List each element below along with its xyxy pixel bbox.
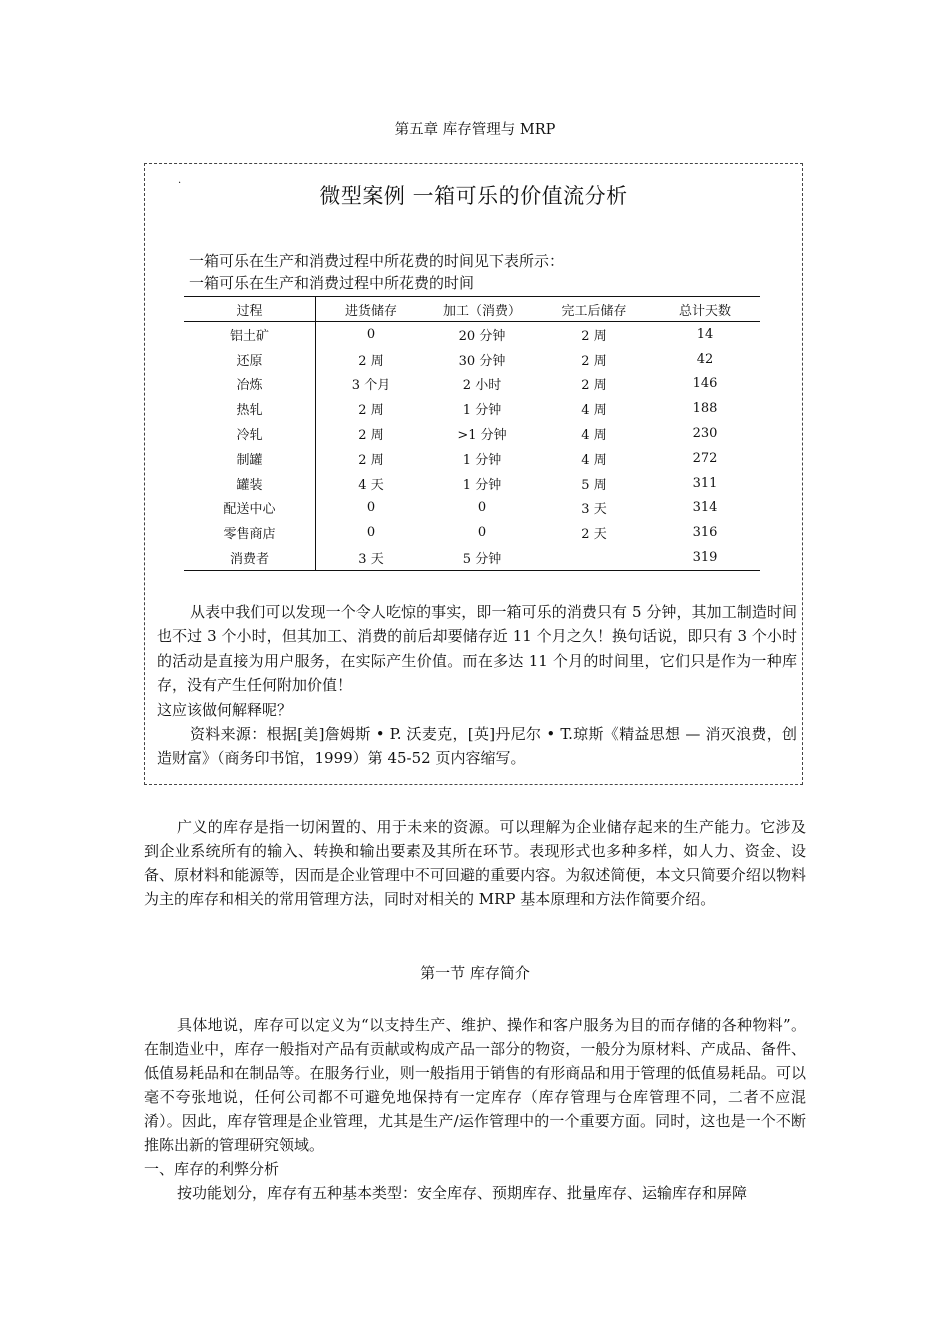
case-body — [157, 600, 797, 771]
section-paragraph: 按功能划分，库存有五种基本类型：安全库存、预期库存、批量库存、运输库存和屏障 — [177, 1184, 748, 1202]
table-cell: 30 分钟 — [458, 353, 506, 369]
time-table — [184, 296, 760, 571]
table-cell: 2 周 — [581, 328, 607, 344]
case-title: 微型案例 一箱可乐的价值流分析 — [319, 184, 628, 208]
table-cell: 配送中心 — [184, 496, 316, 521]
table-cell: 1 分钟 — [462, 477, 502, 493]
table-cell: 4 天 — [358, 477, 384, 493]
table-row — [184, 545, 760, 570]
table-cell: 5 周 — [581, 477, 607, 493]
case-study-box — [144, 163, 803, 785]
column-header: 过程 — [184, 297, 316, 322]
table-row — [184, 396, 760, 421]
table-cell: 20 分钟 — [458, 328, 506, 344]
stray-mark: . — [178, 175, 182, 186]
table-row — [184, 347, 760, 372]
table-cell: 230 — [692, 426, 718, 442]
table-row — [184, 372, 760, 397]
table-cell: 0 — [477, 500, 487, 516]
table-cell: 消费者 — [184, 545, 316, 570]
table-cell: 还原 — [184, 347, 316, 372]
column-header: 总计天数 — [650, 297, 760, 322]
column-header: 加工（消费） — [426, 297, 538, 322]
case-intro: 一箱可乐在生产和消费过程中所花费的时间见下表所示： — [189, 252, 565, 270]
table-cell: 188 — [692, 401, 718, 417]
table-cell: 2 周 — [358, 403, 384, 419]
table-cell: 铝土矿 — [184, 322, 316, 347]
table-cell: 3 个月 — [351, 378, 391, 394]
table-cell — [538, 545, 650, 570]
column-header: 完工后储存 — [538, 297, 650, 322]
table-cell: 319 — [692, 550, 718, 566]
subheading: 一、库存的利弊分析 — [144, 1160, 280, 1178]
table-cell: 0 — [366, 525, 376, 541]
section-body — [144, 1013, 806, 1205]
table-cell: 2 天 — [581, 527, 607, 543]
table-cell: 2 周 — [358, 353, 384, 369]
table-cell: 冷轧 — [184, 421, 316, 446]
case-question: 这应该做何解释呢？ — [157, 700, 293, 719]
table-cell: 2 小时 — [462, 378, 502, 394]
table-cell: 制罐 — [184, 446, 316, 471]
table-cell: 42 — [696, 351, 714, 367]
table-cell: 1 分钟 — [462, 403, 502, 419]
table-row — [184, 421, 760, 446]
table-caption: 一箱可乐在生产和消费过程中所花费的时间 — [189, 274, 475, 292]
table-cell: 冶炼 — [184, 372, 316, 397]
table-cell: 2 周 — [581, 378, 607, 394]
table-cell: 罐装 — [184, 471, 316, 496]
table-cell: 4 周 — [581, 452, 607, 468]
table-cell: 311 — [692, 475, 718, 491]
table-cell: 14 — [696, 326, 714, 342]
section-paragraph: 具体地说，库存可以定义为“以支持生产、维护、操作和客户服务为目的而存储的各种物料”。在制造业中，库存一般指对产品有贡献或构成产品一部分的物资，一般分为原材料、产成品、备件、低值易耗品和在制品等。在服务行业，则一般指用于销售的有形商品和用于管理的低值易耗品。可以毫不夸张地说，任何公司都不可避免地保持有一定库存（库存管理与仓库管理不同，二者不应混淆）。因此，库存管理是企业管理，尤其是生产/运作管理中的一个重要方面。同时，这也是一个不断推陈出新的管理研究领域。 — [144, 1016, 806, 1154]
column-header: 进货储存 — [316, 297, 427, 322]
section-title: 第一节 库存简介 — [420, 964, 530, 982]
table-cell: 272 — [692, 450, 718, 466]
table-header-row — [184, 297, 760, 322]
table-cell: 1 分钟 — [462, 452, 502, 468]
table-cell: 2 周 — [358, 452, 384, 468]
case-paragraph: 从表中我们可以发现一个令人吃惊的事实，即一箱可乐的消费只有 5 分钟，其加工制造时间也不过 3 个小时，但其加工、消费的前后却要储存近 11 个月之久！换句话说，即只有 3 个小时的活动是直接为用户服务，在实际产生价值。而在多达 11 个月的时间里，它们只是作为一种库存，没有产生任何附加价值！ — [157, 603, 797, 695]
table-row — [184, 322, 760, 347]
table-cell: 3 天 — [581, 502, 607, 518]
body-text — [144, 815, 806, 911]
intro-paragraph: 广义的库存是指一切闲置的、用于未来的资源。可以理解为企业储存起来的生产能力。它涉及到企业系统所有的输入、转换和输出要素及其所在环节。表现形式也多种多样，如人力、资金、设备、原材料和能源等，因而是企业管理中不可回避的重要内容。为叙述简便，本文只简要介绍以物料为主的库存和相关的常用管理方法，同时对相关的 MRP 基本原理和方法作简要介绍。 — [144, 818, 806, 908]
table-cell: 4 周 — [581, 428, 607, 444]
table-cell: 146 — [692, 376, 718, 392]
table-row — [184, 446, 760, 471]
table-row — [184, 496, 760, 521]
table-cell: 0 — [366, 326, 376, 342]
table-cell: 316 — [692, 525, 718, 541]
table-cell: 4 周 — [581, 403, 607, 419]
table-cell: 0 — [477, 525, 487, 541]
table-row — [184, 520, 760, 545]
table-cell: 零售商店 — [184, 520, 316, 545]
table-cell: 314 — [692, 500, 718, 516]
table-cell: 2 周 — [581, 353, 607, 369]
table-cell: >1 分钟 — [457, 428, 507, 444]
table-cell: 热轧 — [184, 396, 316, 421]
source-note: 资料来源：根据[美]詹姆斯 • P. 沃麦克，[英]丹尼尔 • T.琼斯《精益思想 — 消灭浪费，创造财富》（商务印书馆，1999）第 45-52 页内容缩写。 — [157, 725, 797, 768]
running-header: 第五章 库存管理与 MRP — [394, 122, 556, 138]
table-cell: 0 — [366, 500, 376, 516]
table-row — [184, 471, 760, 496]
table-cell: 2 周 — [358, 428, 384, 444]
table-cell: 3 天 — [358, 552, 384, 568]
table-cell: 5 分钟 — [462, 552, 502, 568]
